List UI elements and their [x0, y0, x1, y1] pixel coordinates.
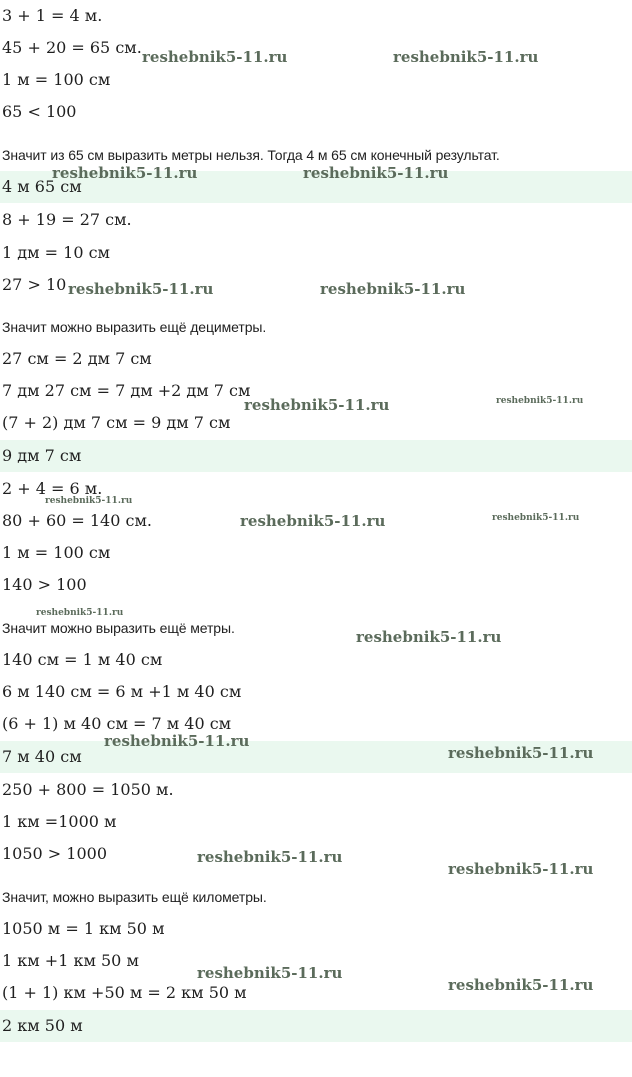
solution-line: 1 м = 100 см: [2, 70, 111, 89]
watermark: reshebnik5-11.ru: [448, 976, 594, 994]
watermark: reshebnik5-11.ru: [356, 628, 502, 646]
explanation-line: Значит можно выразить ещё метры.: [2, 620, 235, 636]
watermark: reshebnik5-11.ru: [197, 848, 343, 866]
solution-line: 45 + 20 = 65 см.: [2, 38, 142, 57]
watermark: reshebnik5-11.ru: [320, 280, 466, 298]
solution-line: (6 + 1) м 40 см = 7 м 40 см: [2, 714, 232, 733]
solution-line: 1 м = 100 см: [2, 543, 111, 562]
solution-line: 27 > 10: [2, 275, 67, 294]
watermark: reshebnik5-11.ru: [492, 513, 580, 523]
watermark: reshebnik5-11.ru: [68, 280, 214, 298]
watermark: reshebnik5-11.ru: [244, 396, 390, 414]
solution-line: 6 м 140 см = 6 м +1 м 40 см: [2, 682, 242, 701]
answer-line: 7 м 40 см: [0, 741, 632, 773]
watermark: reshebnik5-11.ru: [104, 732, 250, 750]
watermark: reshebnik5-11.ru: [240, 512, 386, 530]
solution-line: 140 см = 1 м 40 см: [2, 650, 163, 669]
watermark: reshebnik5-11.ru: [448, 860, 594, 878]
explanation-line: Значит, можно выразить ещё километры.: [2, 889, 267, 905]
solution-line: 80 + 60 = 140 см.: [2, 511, 152, 530]
solution-line: 250 + 800 = 1050 м.: [2, 780, 174, 799]
solution-line: 8 + 19 = 27 см.: [2, 210, 132, 229]
solution-line: 140 > 100: [2, 575, 87, 594]
watermark: reshebnik5-11.ru: [36, 608, 124, 618]
solution-line: 2 + 4 = 6 м.: [2, 479, 103, 498]
watermark: reshebnik5-11.ru: [52, 164, 198, 182]
solution-line: 1 км =1000 м: [2, 812, 117, 831]
solution-line: 65 < 100: [2, 102, 77, 121]
watermark: reshebnik5-11.ru: [303, 164, 449, 182]
watermark: reshebnik5-11.ru: [393, 48, 539, 66]
solution-line: 1 дм = 10 см: [2, 243, 110, 262]
watermark: reshebnik5-11.ru: [448, 744, 594, 762]
solution-line: 1 км +1 км 50 м: [2, 951, 139, 970]
answer-line: 4 м 65 см: [0, 171, 632, 203]
answer-line: 9 дм 7 см: [0, 440, 632, 472]
solution-line: (7 + 2) дм 7 см = 9 дм 7 см: [2, 413, 231, 432]
solution-line: 1050 > 1000: [2, 844, 108, 863]
solution-line: 3 + 1 = 4 м.: [2, 6, 103, 25]
watermark: reshebnik5-11.ru: [45, 496, 133, 506]
watermark: reshebnik5-11.ru: [142, 48, 288, 66]
answer-line: 2 км 50 м: [0, 1010, 632, 1042]
explanation-line: Значит можно выразить ещё дециметры.: [2, 319, 267, 335]
watermark: reshebnik5-11.ru: [197, 964, 343, 982]
solution-line: 1050 м = 1 км 50 м: [2, 919, 165, 938]
solution-line: 27 см = 2 дм 7 см: [2, 349, 152, 368]
solution-line: 7 дм 27 см = 7 дм +2 дм 7 см: [2, 381, 251, 400]
solution-line: (1 + 1) км +50 м = 2 км 50 м: [2, 983, 247, 1002]
watermark: reshebnik5-11.ru: [496, 396, 584, 406]
explanation-line: Значит из 65 см выразить метры нельзя. Тогда 4 м 65 см конечный результат.: [2, 147, 500, 163]
